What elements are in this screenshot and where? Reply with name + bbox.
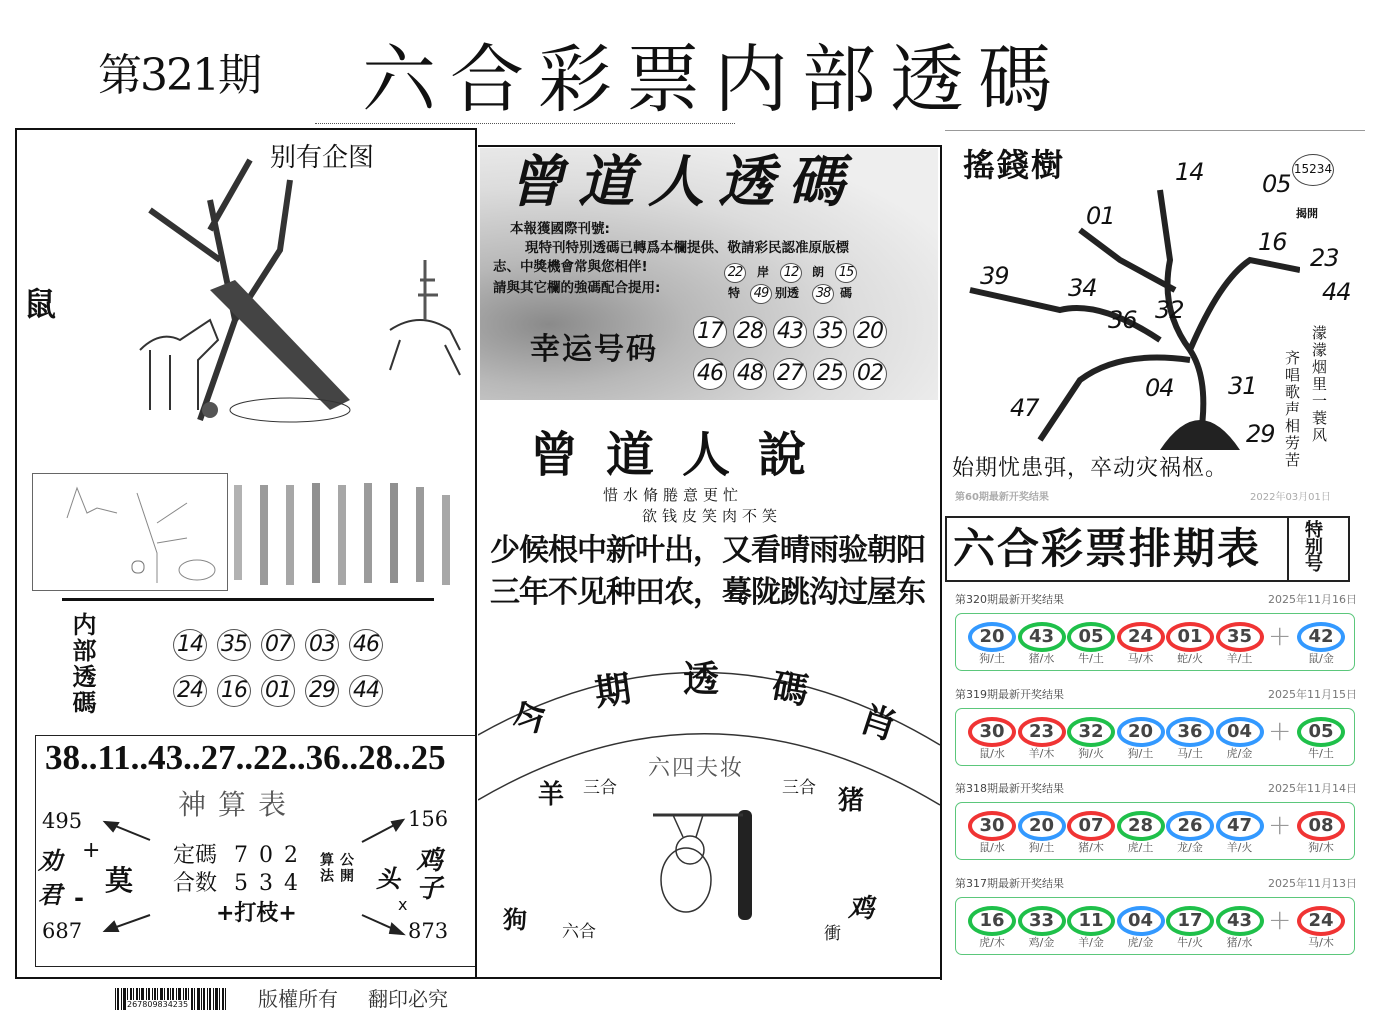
- lottery-ball: 32: [1067, 717, 1115, 747]
- divider: [1287, 518, 1289, 580]
- lottery-ball: 23: [1018, 717, 1066, 747]
- zodiac-element-label: 羊/木: [1028, 746, 1055, 760]
- calc-char: 莫: [105, 864, 134, 897]
- circled-number: 14: [173, 629, 207, 661]
- circled-number: 25: [813, 358, 847, 390]
- lottery-ball: 30: [968, 811, 1016, 841]
- zodiac-element-label: 狗/土: [1028, 841, 1055, 854]
- hint-text: +打枝+: [216, 901, 297, 926]
- result-date: 2025年11月14日: [1268, 782, 1357, 795]
- barcode-bar: [201, 988, 202, 1010]
- copyright: 版權所有: [258, 987, 338, 1011]
- poem-big: 少候根中新叶出，又看晴雨验朝阳: [490, 533, 925, 568]
- zodiac-element-label: 马/木: [1308, 935, 1334, 949]
- tree-number: 32: [1155, 296, 1184, 324]
- lucky-label: 幸运号码: [530, 332, 658, 367]
- zodiac-element-label: 虎/土: [1127, 841, 1154, 854]
- result-title: 第317期最新开奖结果: [955, 876, 1064, 890]
- special-label: 特: [728, 286, 741, 300]
- result-header: [955, 593, 1357, 607]
- tree-number: 16: [1258, 228, 1287, 256]
- zodiac-rooster: 鸡: [848, 894, 875, 924]
- notice-line: 現特刊特別透碼已轉爲本欄提供、敬請彩民認准原版標: [525, 240, 849, 256]
- zodiac-element-label: 马/木: [1127, 652, 1154, 665]
- zodiac-element-label: 猪/水: [1226, 935, 1253, 949]
- he-label: 合数: [173, 871, 218, 896]
- calc-number: 495: [42, 809, 83, 833]
- notice-line: 志、中獎機會常與您相伴!: [493, 259, 648, 275]
- lottery-ball: 33: [1018, 906, 1066, 936]
- tree-number: 47: [1010, 394, 1039, 422]
- schedule-title: 六合彩票排期表: [953, 524, 1262, 573]
- zodiac-element-label: 狗/火: [1078, 746, 1104, 760]
- poem-vertical: 濛濛烟里一蓑风: [1310, 325, 1328, 444]
- circled-number: 01: [261, 675, 295, 707]
- circled-number: 24: [173, 675, 207, 707]
- special-label: 碼: [840, 286, 853, 300]
- special-label: 别透: [775, 286, 800, 300]
- barcode-bar: [115, 988, 116, 1010]
- lottery-ball: 26: [1166, 811, 1214, 841]
- arc-title-char: 今: [505, 694, 554, 745]
- plus-sign: +: [1268, 808, 1292, 841]
- circled-number: 35: [217, 629, 251, 661]
- calc-char: 鸡子: [412, 846, 442, 902]
- poem-big: 三年不见种田农，蓦陇跳沟过屋东: [490, 575, 925, 610]
- verse: 始期忧患弭，卒动灾祸枢。: [952, 456, 1229, 481]
- times-sign: x: [398, 895, 408, 914]
- circled-number: 46: [349, 629, 383, 661]
- circled-number: 22: [724, 263, 746, 283]
- lottery-ball: 08: [1297, 811, 1345, 841]
- result-title: 第319期最新开奖结果: [955, 687, 1064, 701]
- relation-label: 六合: [562, 922, 596, 942]
- calc-char: 君: [38, 881, 62, 909]
- tree-number: 05: [1262, 170, 1291, 198]
- zodiac-goat: 羊: [538, 780, 565, 810]
- zodiac-element-label: 狗/木: [1308, 841, 1334, 854]
- circled-number: 02: [853, 358, 887, 390]
- arc-title-char: 期: [592, 668, 634, 715]
- arc-title-char: 碼: [768, 666, 812, 713]
- lottery-ball: 43: [1018, 622, 1066, 652]
- barcode-number: 267809834235: [127, 1000, 189, 1009]
- circled-number: 27: [773, 358, 807, 390]
- circled-number: 28: [733, 316, 767, 348]
- tree-number: 44: [1322, 278, 1351, 306]
- issue-number: 第321期: [98, 50, 260, 101]
- divider: [15, 977, 940, 979]
- tree-number: 01: [1086, 202, 1115, 230]
- zodiac-label: 鼠: [24, 285, 57, 323]
- circled-number: 38: [812, 284, 834, 304]
- small-sketch: [32, 473, 228, 591]
- plus-sign: +: [1268, 619, 1292, 652]
- caption: 别有企图: [270, 143, 375, 173]
- tree-number: 14: [1175, 158, 1204, 186]
- zodiac-element-label: 牛/土: [1308, 746, 1334, 760]
- lottery-ball: 30: [968, 717, 1016, 747]
- result-row: [955, 897, 1355, 955]
- result-row: [955, 613, 1355, 671]
- circled-number: 43: [773, 316, 807, 348]
- schedule-tag: 特别号: [1302, 520, 1323, 571]
- poem-small: 惜水脩腃意更忙: [603, 486, 744, 504]
- zodiac-element-label: 虎/金: [1127, 935, 1154, 949]
- arc-center-text: 六四夫妆: [648, 756, 745, 781]
- says-title: 曾道人說: [530, 427, 835, 483]
- lottery-ball: 24: [1297, 906, 1345, 936]
- lottery-ball: 28: [1117, 811, 1165, 841]
- inner-code-label: 内部透碼: [68, 612, 96, 716]
- zodiac-element-label: 猪/水: [1028, 652, 1055, 665]
- barcode-bar: [207, 988, 208, 1010]
- lottery-ball: 01: [1166, 622, 1214, 652]
- result-date: 2025年11月16日: [1268, 593, 1357, 606]
- page-title: 六合彩票内部透碼: [362, 37, 1066, 123]
- special-label: 岸: [757, 265, 770, 279]
- poem-vertical: 齐唱歌声相劳苦: [1283, 350, 1301, 469]
- zodiac-element-label: 牛/火: [1177, 935, 1203, 949]
- barcode-bar: [222, 988, 224, 1010]
- tree-number: 29: [1246, 420, 1275, 448]
- barcode-bar: [194, 988, 195, 1010]
- ding-value: 7 0 2: [234, 843, 300, 868]
- zodiac-element-label: 马/土: [1177, 746, 1203, 760]
- result-row: [955, 708, 1355, 766]
- seal-label: 揭開: [1296, 207, 1318, 220]
- special-label: 朗: [812, 265, 825, 279]
- circled-number: 07: [261, 629, 295, 661]
- lottery-ball: 05: [1067, 622, 1115, 652]
- circled-number: 48: [733, 358, 767, 390]
- divider: [478, 145, 940, 147]
- vertical-poem-columns: [230, 475, 465, 590]
- lottery-ball: 05: [1297, 717, 1345, 747]
- tree-number: 04: [1145, 374, 1174, 402]
- banner-title: 曾道人透碼: [508, 150, 858, 215]
- divider: [15, 128, 17, 978]
- faint-result-date: 2022年03月01日: [1250, 492, 1331, 503]
- divider: [62, 598, 434, 601]
- tree-number: 34: [1068, 274, 1097, 302]
- method-a: 算法: [318, 852, 334, 884]
- result-header: [955, 782, 1357, 796]
- calc-title: 神算表: [178, 788, 299, 821]
- zodiac-element-label: 牛/土: [1078, 652, 1104, 665]
- arc-title-char: 透: [683, 659, 720, 700]
- lottery-ball: 47: [1216, 811, 1264, 841]
- zodiac-element-label: 狗/土: [1127, 746, 1154, 760]
- result-header: [955, 688, 1357, 702]
- calc-number: 156: [408, 807, 449, 831]
- zodiac-element-label: 虎/金: [1226, 746, 1253, 760]
- calc-number: 873: [408, 919, 449, 943]
- zodiac-element-label: 羊/土: [1226, 652, 1253, 665]
- notice-line: 請與其它欄的強碼配合提用:: [493, 280, 661, 296]
- relation-label: 衝: [824, 924, 841, 944]
- circled-number: 16: [217, 675, 251, 707]
- circled-number: 46: [693, 358, 727, 390]
- barcode-bar: [203, 988, 205, 1010]
- zodiac-element-label: 狗/土: [979, 652, 1005, 665]
- barcode-bar: [225, 988, 226, 1010]
- barcode-bar: [213, 988, 214, 1010]
- barcode-bar: [197, 988, 200, 1010]
- lottery-ball: 20: [1117, 717, 1165, 747]
- zodiac-dog: 狗: [503, 906, 527, 934]
- barcode-bar: [191, 988, 193, 1010]
- lottery-ball: 43: [1216, 906, 1264, 936]
- relation-label: 三合: [782, 778, 816, 798]
- zodiac-element-label: 羊/金: [1078, 935, 1104, 949]
- tree-horse-illustration: [60, 140, 470, 450]
- barcode-bar: [117, 988, 119, 1010]
- circled-number: 29: [305, 675, 339, 707]
- zodiac-element-label: 虎/木: [979, 935, 1005, 949]
- he-value: 5 3 4: [234, 871, 300, 896]
- zodiac-element-label: 龙/金: [1177, 841, 1203, 854]
- lottery-ball: 04: [1216, 717, 1264, 747]
- divider: [15, 128, 475, 130]
- barcode-bar: [215, 988, 218, 1010]
- tree-number: 36: [1108, 306, 1137, 334]
- lottery-ball: 42: [1297, 622, 1345, 652]
- result-row: [955, 802, 1355, 860]
- calc-char: 头: [376, 865, 400, 893]
- lottery-ball: 04: [1117, 906, 1165, 936]
- circled-number: 49: [750, 284, 772, 304]
- divider: [945, 130, 1365, 131]
- minus-sign: -: [74, 884, 84, 912]
- ding-label: 定碼: [173, 843, 218, 868]
- circled-number: 44: [349, 675, 383, 707]
- arc-title-char: 肖: [854, 698, 902, 749]
- circled-number: 15: [835, 263, 857, 283]
- zodiac-element-label: 羊/火: [1226, 841, 1253, 854]
- circled-number: 20: [853, 316, 887, 348]
- zodiac-element-label: 鼠/水: [979, 841, 1005, 854]
- zodiac-pig: 猪: [838, 786, 865, 816]
- tree-number: 23: [1310, 244, 1339, 272]
- result-title: 第320期最新开奖结果: [955, 593, 1064, 606]
- barcode-bar: [219, 988, 220, 1010]
- calc-number: 687: [42, 919, 83, 943]
- no-copy-notice: 翻印必究: [368, 987, 448, 1011]
- number-sequence: 38..11..43..27..22..36..28..25: [45, 738, 446, 777]
- lottery-ball: 07: [1067, 811, 1115, 841]
- lottery-ball: 36: [1166, 717, 1214, 747]
- result-date: 2025年11月15日: [1268, 687, 1357, 701]
- method-b: 公開: [338, 852, 354, 884]
- result-header: [955, 877, 1357, 891]
- lottery-ball: 20: [968, 622, 1016, 652]
- relation-label: 三合: [583, 778, 617, 798]
- circled-number: 35: [813, 316, 847, 348]
- divider: [475, 128, 477, 978]
- circled-number: 03: [305, 629, 339, 661]
- barcode-bar: [121, 988, 122, 1010]
- poem-small: 欲钱皮笑肉不笑: [642, 507, 783, 525]
- notice-line: 本報獲國際刊號:: [510, 221, 610, 237]
- schedule-banner: [945, 516, 1350, 582]
- circled-number: 12: [780, 263, 802, 283]
- lottery-ball: 16: [968, 906, 1016, 936]
- plus-sign: +: [1268, 713, 1292, 747]
- tree-number: 31: [1228, 372, 1257, 400]
- zodiac-element-label: 鼠/金: [1308, 652, 1334, 665]
- lottery-ball: 20: [1018, 811, 1066, 841]
- calc-char: 劝: [38, 847, 62, 875]
- lottery-ball: 35: [1216, 622, 1264, 652]
- seal-stamp: 15234: [1292, 154, 1334, 186]
- faint-result-title: 第60期最新开奖结果: [955, 492, 1049, 503]
- result-title: 第318期最新开奖结果: [955, 782, 1064, 795]
- tree-title: 搖錢樹: [963, 146, 1066, 184]
- zodiac-element-label: 鼠/水: [979, 746, 1005, 760]
- result-date: 2025年11月13日: [1268, 876, 1357, 890]
- lottery-ball: 24: [1117, 622, 1165, 652]
- zodiac-element-label: 猪/木: [1078, 841, 1104, 854]
- zodiac-element-label: 鸡/金: [1028, 935, 1055, 949]
- lottery-ball: 17: [1166, 906, 1214, 936]
- tree-number: 39: [980, 262, 1009, 290]
- plus-sign: +: [82, 838, 101, 863]
- barcode-bar: [209, 988, 211, 1010]
- circled-number: 17: [693, 316, 727, 348]
- plus-sign: +: [1268, 902, 1292, 936]
- lottery-ball: 11: [1067, 906, 1115, 936]
- divider: [940, 145, 942, 980]
- zodiac-element-label: 蛇/火: [1177, 652, 1203, 665]
